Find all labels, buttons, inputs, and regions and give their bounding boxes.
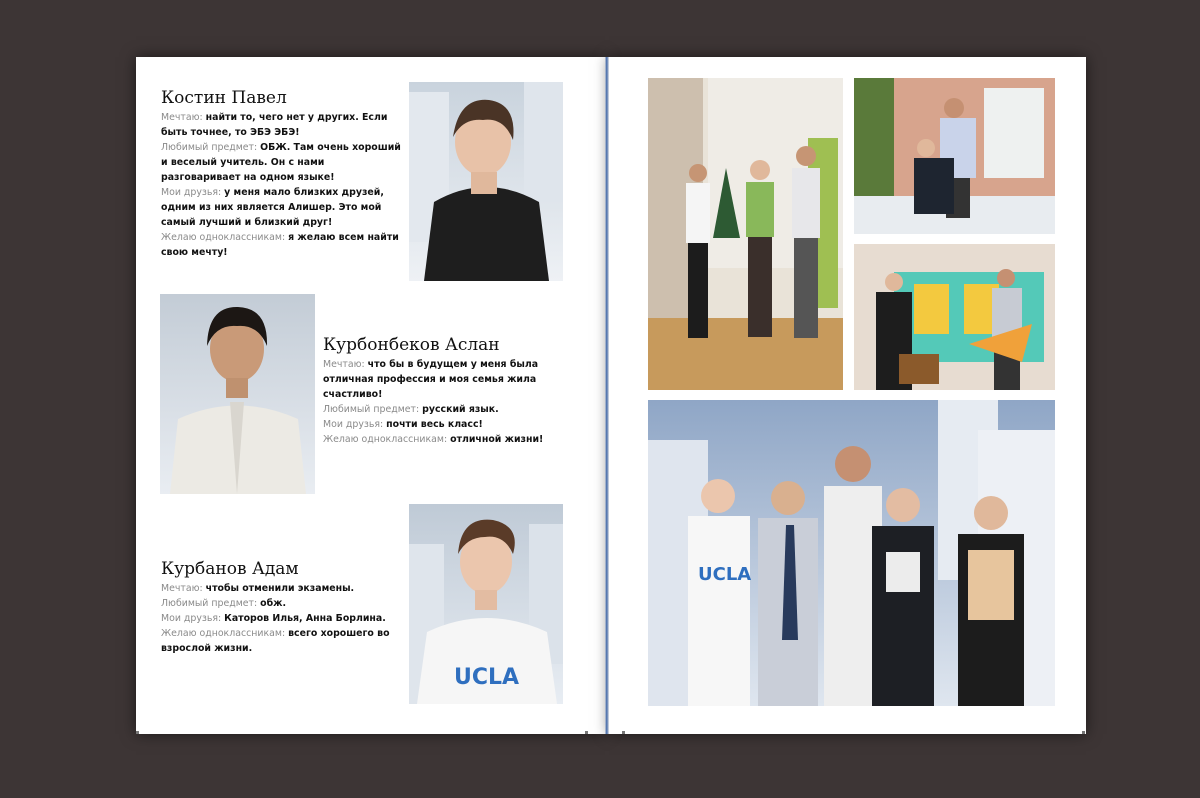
profile-row-dream: Мечтаю: найти то, чего нет у других. Если быть точнее, то ЭБЭ ЭБЭ! bbox=[161, 112, 388, 138]
class-group-photo bbox=[648, 400, 1055, 706]
profile-kurbanov bbox=[161, 559, 401, 656]
profile-row-wish: Желаю одноклассникам: всего хорошего во взрослой жизни. bbox=[161, 628, 390, 654]
profile-row-subject: Любимый предмет: русский язык. bbox=[323, 404, 499, 415]
profile-name: Курбанов Адам bbox=[161, 559, 299, 579]
crop-mark bbox=[1082, 731, 1085, 734]
ucla-shirt-text: UCLA bbox=[698, 564, 752, 585]
profile-name: Курбонбеков Аслан bbox=[323, 335, 500, 355]
profile-row-dream: Мечтаю: чтобы отменили экзамены. bbox=[161, 583, 355, 594]
portrait-kostin-photo bbox=[409, 82, 563, 281]
profile-name: Костин Павел bbox=[161, 88, 287, 108]
profile-row-subject: Любимый предмет: обж. bbox=[161, 598, 287, 609]
book-spine bbox=[605, 57, 609, 734]
profile-row-friends: Мои друзья: Каторов Илья, Анна Борлина. bbox=[161, 613, 386, 624]
profile-row-wish: Желаю одноклассникам: я желаю всем найти свою мечту! bbox=[161, 232, 399, 258]
crop-mark bbox=[585, 731, 588, 734]
crop-mark bbox=[136, 731, 139, 734]
crop-mark bbox=[622, 731, 625, 734]
portrait-kurbonbekov-photo bbox=[160, 294, 315, 494]
outdoor-snow-photo bbox=[854, 78, 1055, 234]
profile-kurbonbekov bbox=[323, 335, 573, 447]
group-stage-photo bbox=[648, 78, 843, 390]
profile-row-friends: Мои друзья: почти весь класс! bbox=[323, 419, 483, 430]
portrait-kurbanov-photo bbox=[409, 504, 563, 704]
profile-row-friends: Мои друзья: у меня мало близких друзей, одним из них является Алишер. Это мой самый лучший и близкий друг! bbox=[161, 187, 384, 228]
profile-row-wish: Желаю одноклассникам: отличной жизни! bbox=[323, 434, 544, 445]
profile-row-subject: Любимый предмет: ОБЖ. Там очень хороший и веселый учитель. Он с нами разговаривает на одном языке! bbox=[161, 142, 401, 183]
profile-row-dream: Мечтаю: что бы в будущем у меня была отличная профессия и моя семья жила счастливо! bbox=[323, 359, 539, 400]
balalaika-stage-photo bbox=[854, 244, 1055, 390]
ucla-shirt-text: UCLA bbox=[454, 665, 520, 690]
profile-kostin bbox=[161, 88, 401, 260]
